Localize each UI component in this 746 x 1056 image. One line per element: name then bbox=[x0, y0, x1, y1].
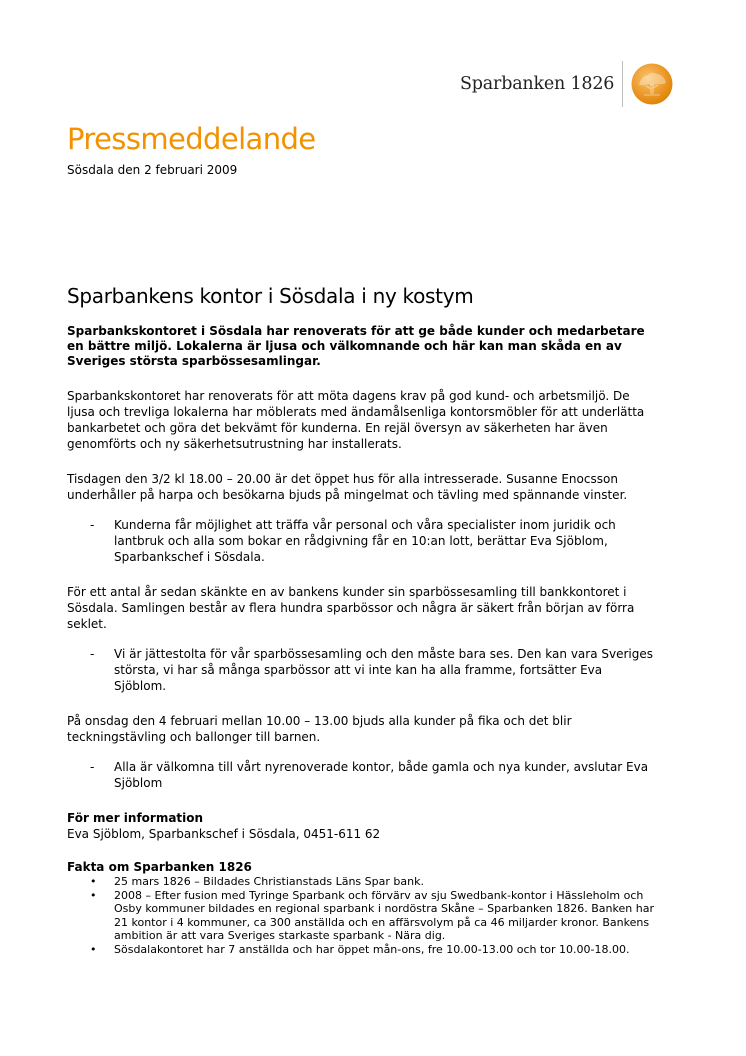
contact-info: Eva Sjöblom, Sparbankschef i Sösdala, 0451-611 62 bbox=[67, 827, 381, 841]
lead-paragraph: Sparbankskontoret i Sösdala har renoverats för att ge både kunder och medarbetare en bättre miljö. Lokalerna är ljusa och välkomnande och här kan man skåda en av Sveriges största sparbössesamlingar. bbox=[67, 324, 645, 368]
bullet: • bbox=[90, 888, 97, 902]
article-body bbox=[67, 283, 657, 956]
logo-text: Sparbanken 1826 bbox=[460, 74, 615, 94]
list-item bbox=[67, 875, 657, 889]
quote-dash: - bbox=[90, 647, 95, 661]
fact-text: 25 mars 1826 – Bildades Christianstads Läns Spar bank. bbox=[114, 875, 424, 888]
bullet: • bbox=[90, 942, 97, 956]
info-heading: För mer information bbox=[67, 811, 204, 825]
list-item bbox=[67, 943, 657, 957]
sparbanken-logo bbox=[460, 58, 673, 110]
quote-text: Vi är jättestolta för vår sparbössesamling och den måste bara ses. Den kan vara Sveriges största, vi har så många sparbössor att vi inte kan ha alla framme, fortsätter Eva Sjöblom. bbox=[114, 647, 653, 693]
facts-list bbox=[67, 875, 657, 956]
quote-block bbox=[67, 517, 657, 565]
body-paragraph: Sparbankskontoret har renoverats för att möta dagens krav på god kund- och arbetsmiljö. De ljusa och trevliga lokalerna har möblerats med ändamålsenliga kontorsmöbler för att underlätta bankarbetet och göra det bekvämt för kunderna. En rejäl översyn av säkerheten har även genomförts och ny säkerhetsutrustning har installerats. bbox=[67, 389, 645, 451]
body-paragraph: För ett antal år sedan skänkte en av bankens kunder sin sparbössesamling till bankkontoret i Sösdala. Samlingen består av flera hundra sparbössor och några är säkert från början av förra seklet. bbox=[67, 585, 635, 631]
quote-dash: - bbox=[90, 518, 95, 532]
page-title: Pressmeddelande bbox=[67, 122, 316, 156]
oak-tree-logo-icon bbox=[631, 63, 673, 105]
quote-text: Alla är välkomna till vårt nyrenoverade kontor, både gamla och nya kunder, avslutar Eva Sjöblom bbox=[114, 760, 649, 790]
body-paragraph: På onsdag den 4 februari mellan 10.00 – 13.00 bjuds alla kunder på fika och det blir teckningstävling och ballonger till barnen. bbox=[67, 714, 572, 744]
quote-block bbox=[67, 759, 657, 791]
quote-text: Kunderna får möjlighet att träffa vår personal och våra specialister inom juridik och lantbruk och alla som bokar en rådgivning får en 10:an lott, berättar Eva Sjöblom, Sparbankschef i Sösdala. bbox=[114, 518, 616, 564]
fact-text: Sösdalakontoret har 7 anställda och har öppet mån-ons, fre 10.00-13.00 och tor 10.00-18.00. bbox=[114, 942, 630, 956]
quote-dash: - bbox=[90, 760, 95, 774]
fact-text: 2008 – Efter fusion med Tyringe Sparbank och förvärv av sju Swedbank-kontor i Hässleholm och Osby kommuner bildades en regional sparbank i nordöstra Skåne – Sparbanken 1826. Banken har 21 kontor i 4 kommuner, ca 300 anställda och en affärsvolym på ca 46 miljarder kronor. Bankens ambition är att vara Sveriges starkaste sparbank - Nära dig. bbox=[114, 888, 654, 942]
article-headline: Sparbankens kontor i Sösdala i ny kostym bbox=[67, 284, 474, 308]
dateline: Sösdala den 2 februari 2009 bbox=[67, 163, 238, 177]
quote-block bbox=[67, 646, 657, 694]
bullet: • bbox=[90, 875, 97, 888]
logo-divider bbox=[622, 61, 623, 107]
facts-heading: Fakta om Sparbanken 1826 bbox=[67, 860, 252, 874]
list-item bbox=[67, 889, 657, 943]
body-paragraph: Tisdagen den 3/2 kl 18.00 – 20.00 är det öppet hus för alla intresserade. Susanne Enocsson underhåller på harpa och besökarna bjuds på mingelmat och tävling med spännande vinster. bbox=[67, 472, 628, 502]
